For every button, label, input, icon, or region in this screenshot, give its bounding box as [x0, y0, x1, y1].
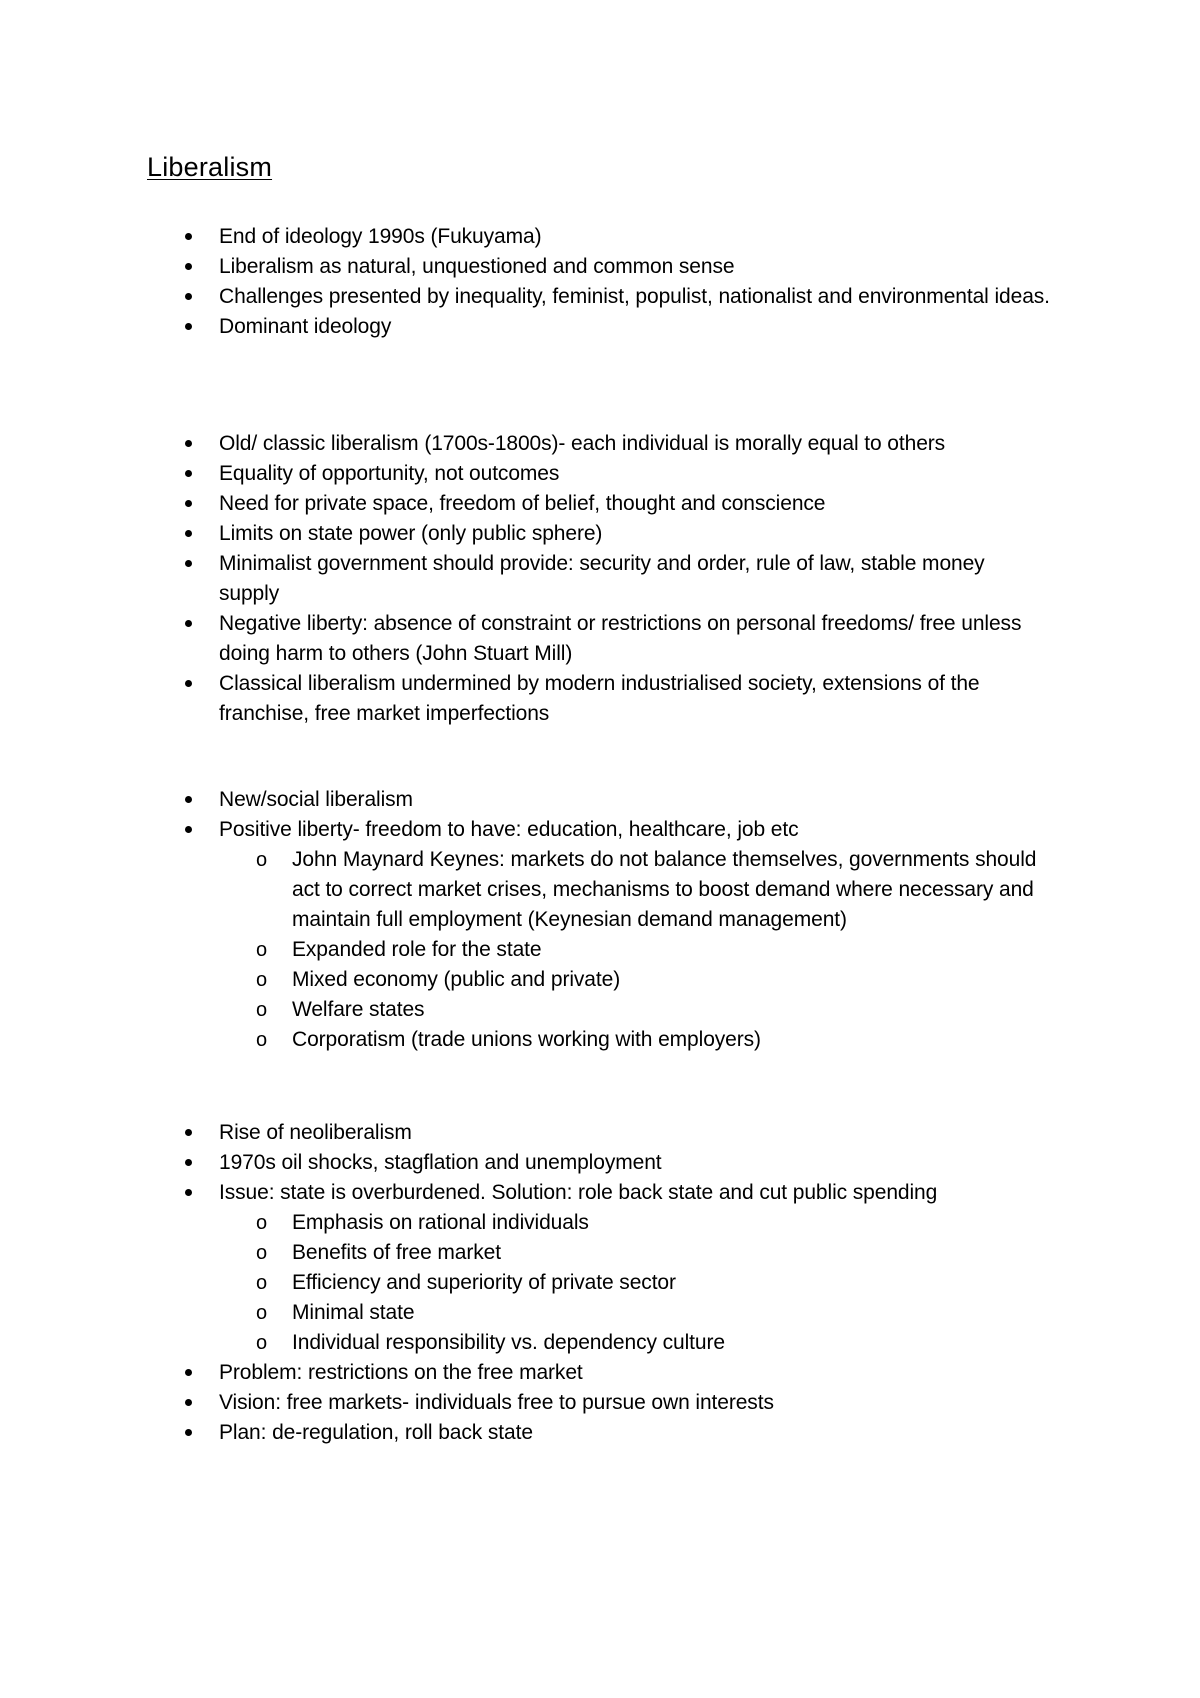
- sub-list-item: o Emphasis on rational individuals: [0, 1208, 1200, 1238]
- list-item: Vision: free markets- individuals free to pursue own interests: [0, 1388, 1200, 1418]
- list-item: New/social liberalism: [0, 785, 1200, 815]
- sub-list-item: o John Maynard Keynes: markets do not balance themselves, governments should act to correct market crises, mechanisms to boost demand where necessary and maintain full employment (Keynesian demand management): [0, 845, 1200, 935]
- list-item: Plan: de-regulation, roll back state: [0, 1418, 1200, 1448]
- list-item: Need for private space, freedom of belief, thought and conscience: [0, 489, 1200, 519]
- list-item: Dominant ideology: [0, 312, 1200, 342]
- list-item: Liberalism as natural, unquestioned and common sense: [0, 252, 1200, 282]
- list-item: Minimalist government should provide: security and order, rule of law, stable money supply: [0, 549, 1200, 609]
- sub-list-item: o Efficiency and superiority of private sector: [0, 1268, 1200, 1298]
- bullet-list-social-liberalism: [0, 785, 1200, 1055]
- list-item: Rise of neoliberalism: [0, 1118, 1200, 1148]
- list-item: Problem: restrictions on the free market: [0, 1358, 1200, 1388]
- list-item: Old/ classic liberalism (1700s-1800s)- each individual is morally equal to others: [0, 429, 1200, 459]
- list-item: Classical liberalism undermined by modern industrialised society, extensions of the franchise, free market imperfections: [0, 669, 1200, 729]
- list-item: Negative liberty: absence of constraint or restrictions on personal freedoms/ free unless doing harm to others (John Stuart Mill): [0, 609, 1200, 669]
- sub-list-item: o Welfare states: [0, 995, 1200, 1025]
- bullet-list-classic-liberalism: [0, 429, 1200, 729]
- sub-list-item: o Expanded role for the state: [0, 935, 1200, 965]
- list-item: End of ideology 1990s (Fukuyama): [0, 222, 1200, 252]
- bullet-list-overview: [0, 222, 1200, 342]
- list-item: Challenges presented by inequality, feminist, populist, nationalist and environmental ideas.: [0, 282, 1200, 312]
- list-item: Positive liberty- freedom to have: education, healthcare, job etc: [0, 815, 1200, 845]
- sub-list-item: o Mixed economy (public and private): [0, 965, 1200, 995]
- bullet-list-neoliberalism: [0, 1118, 1200, 1448]
- sub-list-item: o Individual responsibility vs. dependency culture: [0, 1328, 1200, 1358]
- list-item: Limits on state power (only public sphere): [0, 519, 1200, 549]
- sub-list-item: o Benefits of free market: [0, 1238, 1200, 1268]
- page-title: Liberalism: [147, 152, 273, 182]
- list-item: Issue: state is overburdened. Solution: role back state and cut public spending: [0, 1178, 1200, 1208]
- list-item: Equality of opportunity, not outcomes: [0, 459, 1200, 489]
- sub-list-item: o Minimal state: [0, 1298, 1200, 1328]
- list-item: 1970s oil shocks, stagflation and unemployment: [0, 1148, 1200, 1178]
- sub-list-item: o Corporatism (trade unions working with employers): [0, 1025, 1200, 1055]
